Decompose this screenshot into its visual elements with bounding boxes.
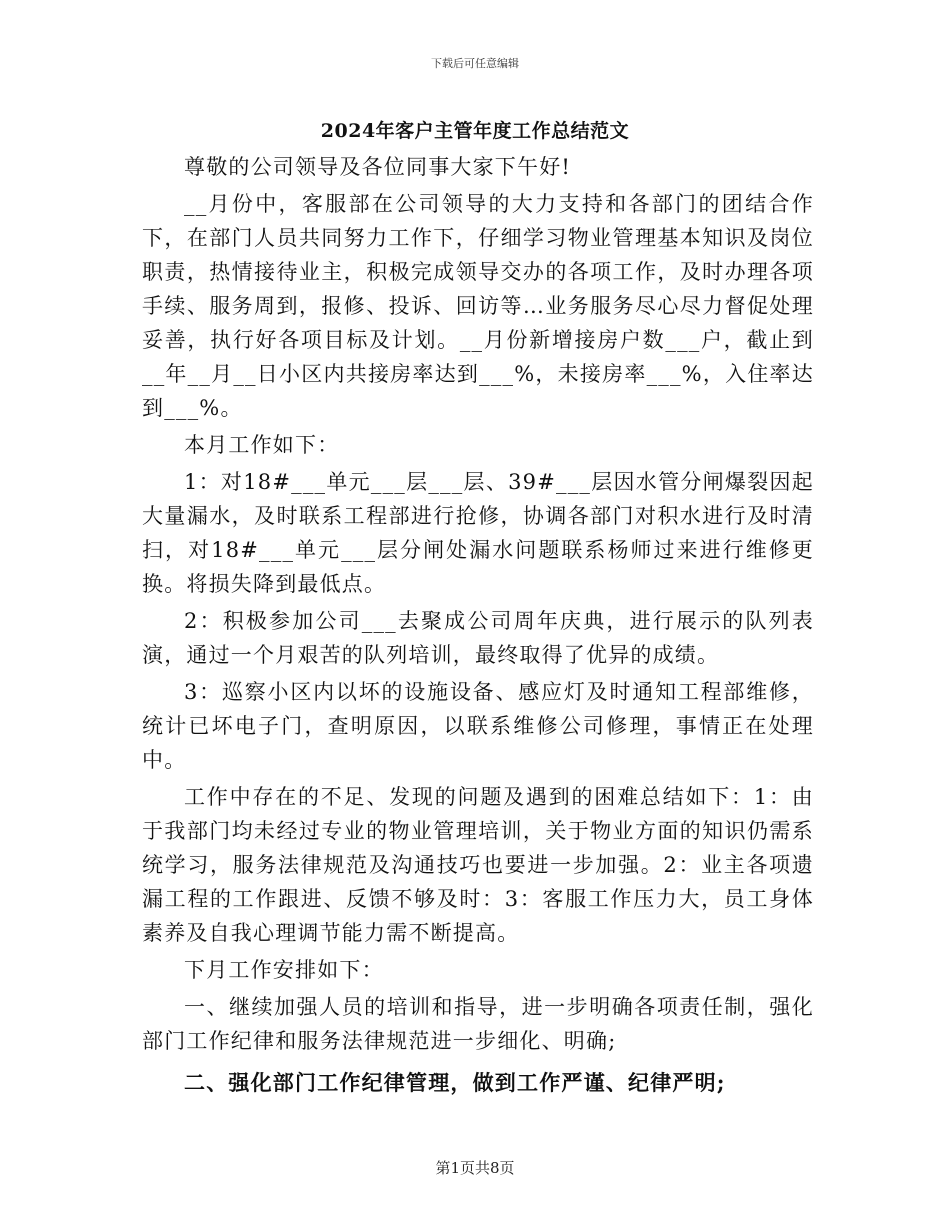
document-title: 2024年客户主管年度工作总结范文 (320, 120, 630, 142)
work-item-2: 2：积极参加公司___去聚成公司周年庆典，进行展示的队列表演，通过一个月艰苦的队列培训，最终取得了优异的成绩。 (142, 609, 814, 667)
header-note: 下载后可任意编辑 (431, 57, 519, 70)
section-heading-this-month: 本月工作如下： (184, 433, 340, 457)
plan-item-1: 一、继续加强人员的培训和指导，进一步明确各项责任制，强化部门工作纪律和服务法律规范进一步细化、明确; (142, 995, 814, 1053)
document-body (142, 150, 814, 1103)
work-item-1: 1：对18#___单元___层___层、39#___层因水管分闸爆裂因起大量漏水，及时联系工程部进行抢修，协调各部门对积水进行及时清扫，对18#___单元___层分闸处漏水问题联系杨师过来进行维修更换。将损失降到最低点。 (142, 470, 814, 596)
work-item-3: 3：巡察小区内以坏的设施设备、感应灯及时通知工程部维修，统计已坏电子门，查明原因，以联系维修公司修理，事情正在处理中。 (142, 680, 814, 772)
problems-paragraph: 工作中存在的不足、发现的问题及遇到的困难总结如下：1：由于我部门均未经过专业的物业管理培训，关于物业方面的知识仍需系统学习，服务法律规范及沟通技巧也要进一步加强。2：业主各项遗漏工程的工作跟进、反馈不够及时：3：客服工作压力大，员工身体素养及自我心理调节能力需不断提高。 (142, 785, 814, 945)
greeting-paragraph: 尊敬的公司领导及各位同事大家下午好! (184, 155, 572, 179)
plan-item-2: 二、强化部门工作纪律管理，做到工作严谨、纪律严明; (184, 1070, 726, 1095)
page-indicator: 第1页共8页 (435, 1159, 515, 1177)
section-heading-next-month: 下月工作安排如下： (184, 958, 384, 982)
summary-paragraph: __月份中，客服部在公司领导的大力支持和各部门的团结合作下，在部门人员共同努力工作下，仔细学习物业管理基本知识及岗位职责，热情接待业主，积极完成领导交办的各项工作，及时办理各项手续、服务周到，报修、投诉、回访等…业务服务尽心尽力督促处理妥善，执行好各项目标及计划。__月份新增接房户数___户，截止到__年__月__日小区内共接房率达到___%，未接房率___%，入住率达到___%。 (142, 192, 814, 420)
